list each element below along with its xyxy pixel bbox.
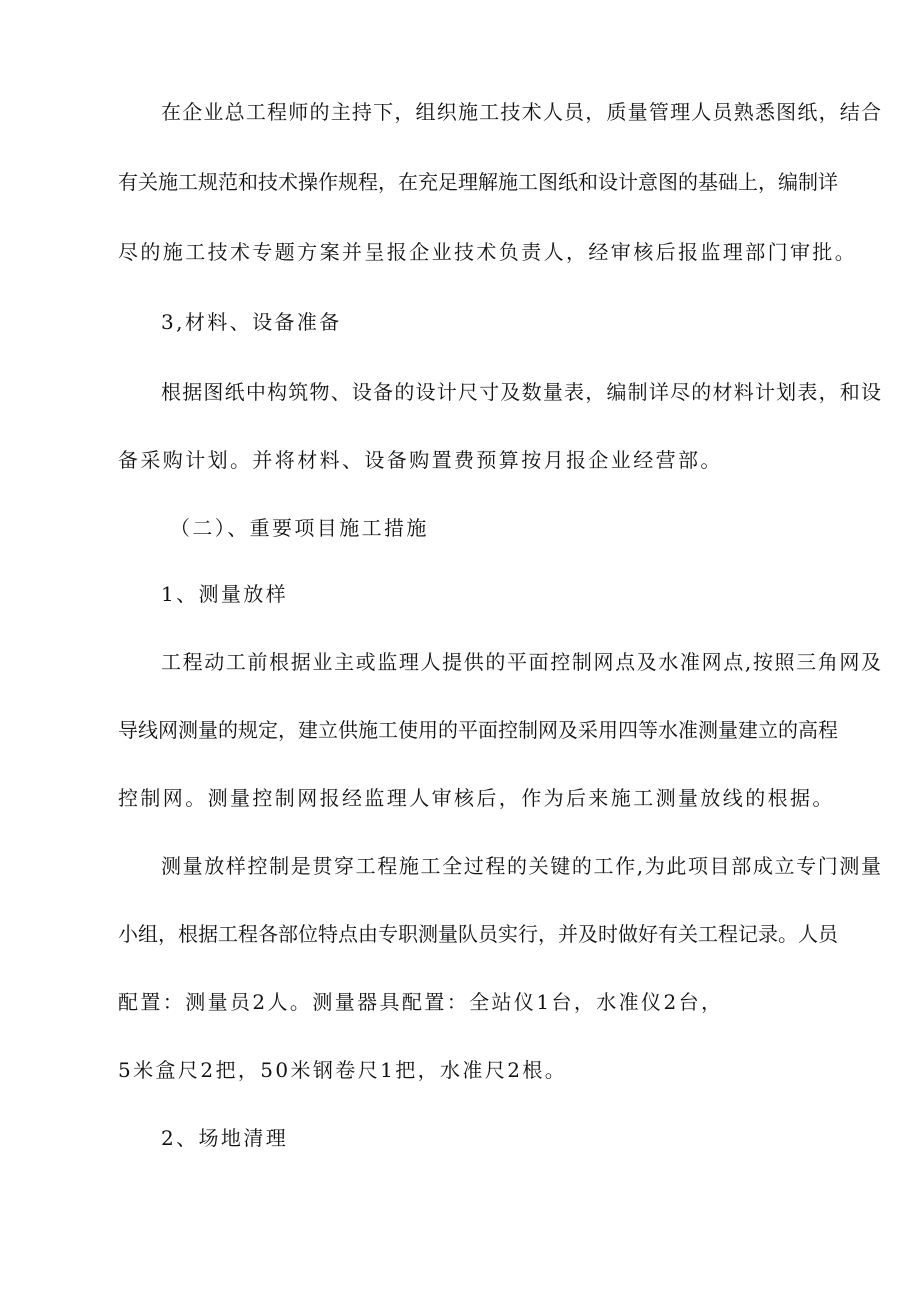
paragraph-4-line-3: 配置：测量员2人。测量器具配置：全站仪1台，水准仪2台，	[118, 990, 724, 1014]
section-heading-site-clearing: 2、场地清理	[161, 1126, 289, 1150]
paragraph-3-line-2: 导线网测量的规定，建立供施工使用的平面控制网及采用四等水准测量建立的高程	[118, 718, 838, 742]
paragraph-2-line-2: 备采购计划。并将材料、设备购置费预算按月报企业经营部。	[118, 448, 723, 472]
paragraph-1-line-2: 有关施工规范和技术操作规程，在充足理解施工图纸和设计意图的基础上，编制详	[118, 170, 838, 194]
paragraph-2-line-1: 根据图纸中构筑物、设备的设计尺寸及数量表，编制详尽的材料计划表，和设	[161, 380, 881, 404]
paragraph-4-line-1: 测量放样控制是贯穿工程施工全过程的关键的工作,为此项目部成立专门测量	[161, 854, 881, 878]
paragraph-4-line-2: 小组，根据工程各部位特点由专职测量队员实行，并及时做好有关工程记录。人员	[118, 922, 838, 946]
paragraph-1-line-3: 尽的施工技术专题方案并呈报企业技术负责人，经审核后报监理部门审批。	[118, 240, 858, 264]
paragraph-4-line-4: 5米盒尺2把，50米钢卷尺1把，水准尺2根。	[118, 1058, 568, 1082]
section-heading-surveying: 1、测量放样	[161, 582, 289, 606]
section-heading-materials: 3,材料、设备准备	[161, 310, 342, 334]
paragraph-3-line-3: 控制网。测量控制网报经监理人审核后，作为后来施工测量放线的根据。	[118, 786, 835, 810]
paragraph-1-line-1: 在企业总工程师的主持下，组织施工技术人员，质量管理人员熟悉图纸，结合	[161, 100, 881, 124]
paragraph-3-line-1: 工程动工前根据业主或监理人提供的平面控制网点及水准网点,按照三角网及	[161, 650, 881, 674]
section-heading-key-measures: （二）、重要项目施工措施	[170, 516, 429, 540]
